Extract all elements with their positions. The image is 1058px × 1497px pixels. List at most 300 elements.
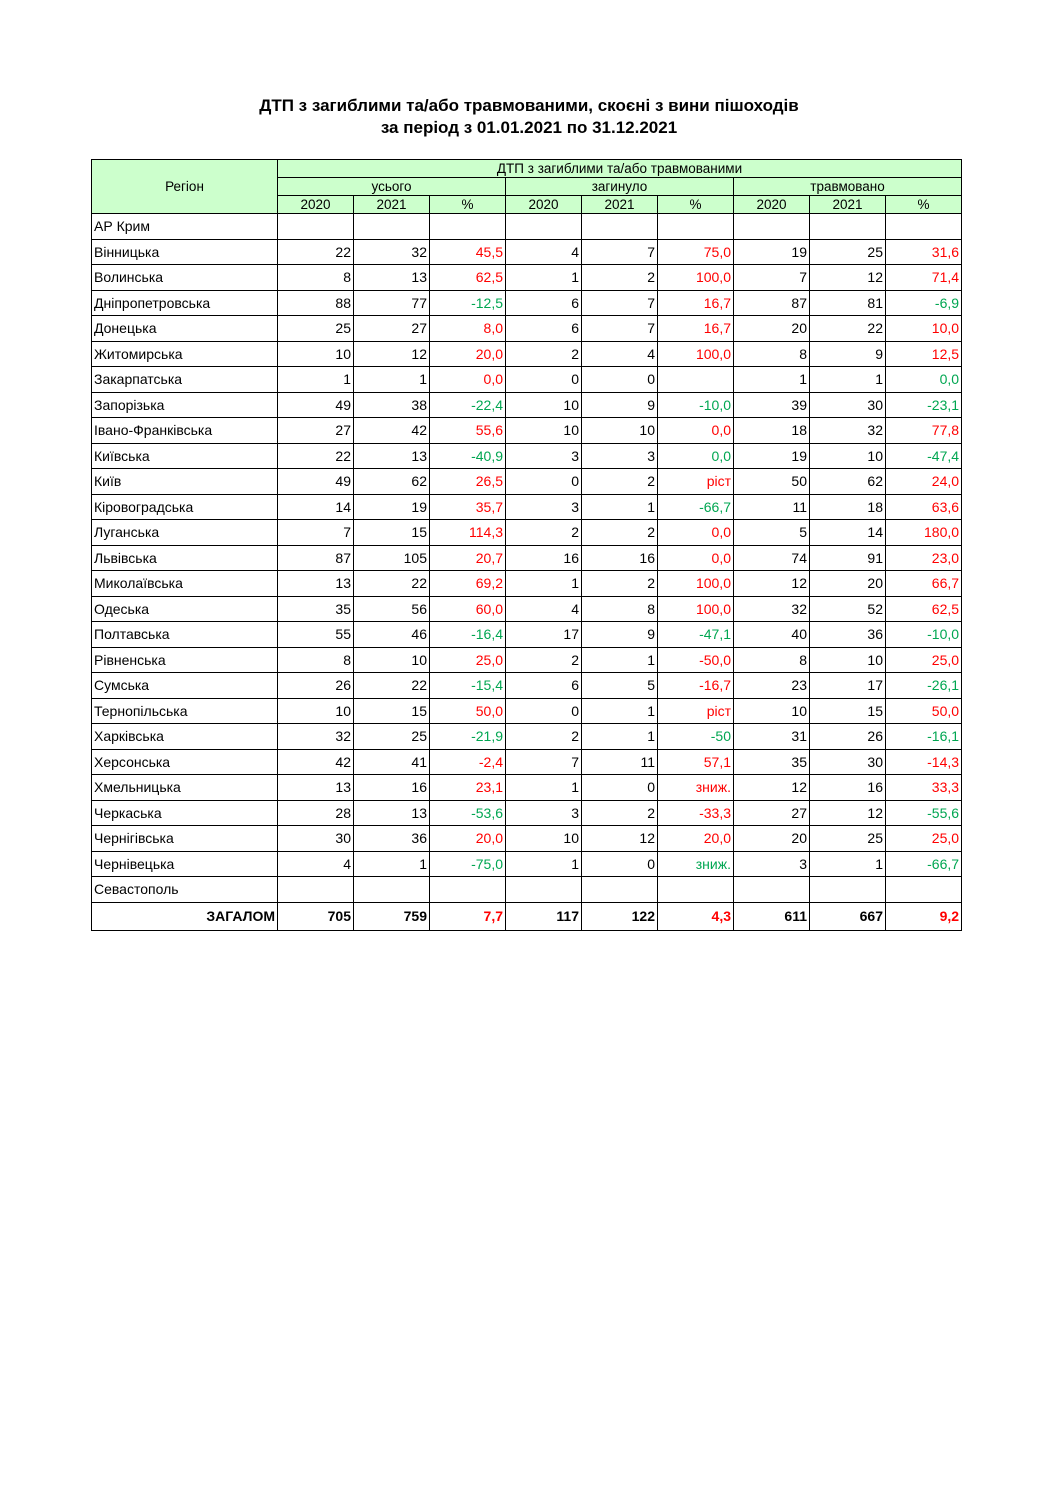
killed-2021-cell — [582, 214, 658, 240]
injured-2020-cell: 23 — [734, 673, 810, 699]
injured-2020-cell: 19 — [734, 443, 810, 469]
killed-percent-cell: зниж. — [658, 851, 734, 877]
injured-2020-cell: 39 — [734, 392, 810, 418]
killed-percent-cell: -16,7 — [658, 673, 734, 699]
region-cell: АР Крим — [92, 214, 278, 240]
total-2021-cell: 46 — [354, 622, 430, 648]
table-row — [92, 367, 962, 393]
table-row — [92, 800, 962, 826]
region-cell: Миколаївська — [92, 571, 278, 597]
injured-2021-cell: 10 — [810, 443, 886, 469]
total-2020-cell: 4 — [278, 851, 354, 877]
killed-percent-cell: ріст — [658, 698, 734, 724]
injured-percent-cell — [886, 877, 962, 903]
col-header-percent: % — [658, 196, 734, 214]
total-percent-cell: -15,4 — [430, 673, 506, 699]
killed-percent-cell: 100,0 — [658, 596, 734, 622]
total-2020-cell: 32 — [278, 724, 354, 750]
total-2020-cell: 14 — [278, 494, 354, 520]
col-header-percent: % — [430, 196, 506, 214]
total-2020-cell — [278, 877, 354, 903]
region-cell: Івано-Франківська — [92, 418, 278, 444]
killed-percent-cell: 20,0 — [658, 826, 734, 852]
killed-percent-cell: -66,7 — [658, 494, 734, 520]
region-cell: Кіровоградська — [92, 494, 278, 520]
injured-2020-cell: 12 — [734, 571, 810, 597]
region-cell: Львівська — [92, 545, 278, 571]
total-2021-cell: 1 — [354, 367, 430, 393]
injured-percent-cell: 180,0 — [886, 520, 962, 546]
total-2020-cell: 25 — [278, 316, 354, 342]
killed-2021-cell: 2 — [582, 520, 658, 546]
table-row — [92, 341, 962, 367]
injured-2021-cell: 14 — [810, 520, 886, 546]
total-percent-cell: -53,6 — [430, 800, 506, 826]
total-2020-cell: 8 — [278, 647, 354, 673]
killed-percent-cell: 100,0 — [658, 265, 734, 291]
injured-2021-cell: 62 — [810, 469, 886, 495]
injured-percent-cell: 33,3 — [886, 775, 962, 801]
total-2020-cell: 88 — [278, 290, 354, 316]
table-row — [92, 647, 962, 673]
total-2021-cell: 56 — [354, 596, 430, 622]
col-header-percent: % — [886, 196, 962, 214]
table-row — [92, 877, 962, 903]
killed-2020-cell: 17 — [506, 622, 582, 648]
killed-percent-cell: 57,1 — [658, 749, 734, 775]
killed-percent-cell: 0,0 — [658, 418, 734, 444]
total-percent-cell: 45,5 — [430, 239, 506, 265]
statistics-table — [91, 159, 962, 931]
section-header-total: усього — [278, 178, 506, 196]
region-cell: Севастополь — [92, 877, 278, 903]
killed-2021-cell: 5 — [582, 673, 658, 699]
total-2020-cell: 7 — [278, 520, 354, 546]
total-2021-cell: 13 — [354, 443, 430, 469]
total-2021-cell: 13 — [354, 800, 430, 826]
injured-percent-cell: 62,5 — [886, 596, 962, 622]
table-row — [92, 749, 962, 775]
killed-percent-cell: -50,0 — [658, 647, 734, 673]
region-cell: Сумська — [92, 673, 278, 699]
injured-percent-cell: 31,6 — [886, 239, 962, 265]
total-2020-cell: 10 — [278, 698, 354, 724]
total-2021-cell: 22 — [354, 673, 430, 699]
region-cell: Київська — [92, 443, 278, 469]
injured-percent-cell: 66,7 — [886, 571, 962, 597]
injured-2021-cell: 16 — [810, 775, 886, 801]
injured-percent-cell: -66,7 — [886, 851, 962, 877]
total-percent-cell: -40,9 — [430, 443, 506, 469]
region-cell: Черкаська — [92, 800, 278, 826]
killed-2021-cell: 2 — [582, 265, 658, 291]
injured-2021-cell: 30 — [810, 749, 886, 775]
injured-2020-cell: 3 — [734, 851, 810, 877]
injured-2020-cell: 1 — [734, 367, 810, 393]
injured-2020-cell: 27 — [734, 800, 810, 826]
killed-2020-cell: 117 — [506, 902, 582, 930]
table-row — [92, 392, 962, 418]
total-2021-cell — [354, 214, 430, 240]
table-row — [92, 596, 962, 622]
total-2021-cell: 27 — [354, 316, 430, 342]
col-header-2021: 2021 — [582, 196, 658, 214]
injured-percent-cell: 10,0 — [886, 316, 962, 342]
injured-percent-cell: 25,0 — [886, 647, 962, 673]
injured-2021-cell: 20 — [810, 571, 886, 597]
killed-2021-cell: 0 — [582, 367, 658, 393]
total-2020-cell: 22 — [278, 239, 354, 265]
total-2021-cell: 759 — [354, 902, 430, 930]
killed-2020-cell: 3 — [506, 494, 582, 520]
injured-2021-cell: 30 — [810, 392, 886, 418]
injured-2020-cell: 74 — [734, 545, 810, 571]
total-2020-cell — [278, 214, 354, 240]
table-row — [92, 214, 962, 240]
killed-percent-cell: 75,0 — [658, 239, 734, 265]
killed-percent-cell: ріст — [658, 469, 734, 495]
total-2020-cell: 55 — [278, 622, 354, 648]
total-2020-cell: 705 — [278, 902, 354, 930]
total-2020-cell: 10 — [278, 341, 354, 367]
table-row — [92, 851, 962, 877]
injured-2021-cell: 36 — [810, 622, 886, 648]
table-row — [92, 290, 962, 316]
total-2021-cell: 15 — [354, 698, 430, 724]
injured-2020-cell: 611 — [734, 902, 810, 930]
killed-2020-cell: 10 — [506, 418, 582, 444]
table-body — [92, 214, 962, 931]
killed-2020-cell: 3 — [506, 443, 582, 469]
killed-2021-cell — [582, 877, 658, 903]
injured-percent-cell: 77,8 — [886, 418, 962, 444]
total-percent-cell: 8,0 — [430, 316, 506, 342]
total-percent-cell: 7,7 — [430, 902, 506, 930]
region-cell: Чернігівська — [92, 826, 278, 852]
killed-2021-cell: 11 — [582, 749, 658, 775]
injured-2020-cell: 5 — [734, 520, 810, 546]
injured-2020-cell: 19 — [734, 239, 810, 265]
injured-2021-cell: 12 — [810, 265, 886, 291]
killed-2020-cell: 1 — [506, 265, 582, 291]
col-header-2021: 2021 — [810, 196, 886, 214]
region-cell: Харківська — [92, 724, 278, 750]
killed-2020-cell — [506, 214, 582, 240]
injured-percent-cell: -6,9 — [886, 290, 962, 316]
total-percent-cell: -75,0 — [430, 851, 506, 877]
total-percent-cell: 20,0 — [430, 826, 506, 852]
killed-2020-cell: 16 — [506, 545, 582, 571]
col-header-2020: 2020 — [734, 196, 810, 214]
injured-2020-cell: 10 — [734, 698, 810, 724]
killed-2020-cell: 2 — [506, 341, 582, 367]
total-2020-cell: 42 — [278, 749, 354, 775]
injured-2020-cell: 40 — [734, 622, 810, 648]
total-2021-cell: 25 — [354, 724, 430, 750]
region-cell: Волинська — [92, 265, 278, 291]
killed-percent-cell — [658, 877, 734, 903]
table-row — [92, 698, 962, 724]
killed-2020-cell: 7 — [506, 749, 582, 775]
killed-2020-cell — [506, 877, 582, 903]
injured-percent-cell: -16,1 — [886, 724, 962, 750]
killed-2021-cell: 4 — [582, 341, 658, 367]
killed-2020-cell: 1 — [506, 851, 582, 877]
injured-percent-cell: -14,3 — [886, 749, 962, 775]
injured-2020-cell: 20 — [734, 826, 810, 852]
injured-percent-cell: 50,0 — [886, 698, 962, 724]
killed-2020-cell: 6 — [506, 673, 582, 699]
total-2020-cell: 30 — [278, 826, 354, 852]
total-2021-cell: 32 — [354, 239, 430, 265]
killed-2020-cell: 2 — [506, 520, 582, 546]
injured-percent-cell: 0,0 — [886, 367, 962, 393]
killed-2020-cell: 6 — [506, 290, 582, 316]
killed-percent-cell: 100,0 — [658, 571, 734, 597]
total-percent-cell: -12,5 — [430, 290, 506, 316]
killed-percent-cell — [658, 214, 734, 240]
injured-2021-cell: 26 — [810, 724, 886, 750]
table-header — [92, 160, 962, 214]
report-title-line-1: ДТП з загиблими та/або травмованими, скоєні з вини пішоходів — [259, 96, 799, 115]
killed-2021-cell: 7 — [582, 316, 658, 342]
injured-2020-cell: 31 — [734, 724, 810, 750]
injured-percent-cell — [886, 214, 962, 240]
killed-percent-cell: 4,3 — [658, 902, 734, 930]
region-cell: Херсонська — [92, 749, 278, 775]
total-2021-cell: 12 — [354, 341, 430, 367]
injured-2021-cell: 17 — [810, 673, 886, 699]
killed-2021-cell: 2 — [582, 800, 658, 826]
total-percent-cell: 0,0 — [430, 367, 506, 393]
total-percent-cell: 69,2 — [430, 571, 506, 597]
injured-2021-cell: 12 — [810, 800, 886, 826]
region-cell: Полтавська — [92, 622, 278, 648]
section-header-killed: загинуло — [506, 178, 734, 196]
injured-2021-cell: 52 — [810, 596, 886, 622]
table-row — [92, 418, 962, 444]
region-cell: Київ — [92, 469, 278, 495]
region-cell: Закарпатська — [92, 367, 278, 393]
total-2021-cell: 62 — [354, 469, 430, 495]
injured-2021-cell: 25 — [810, 239, 886, 265]
killed-2021-cell: 9 — [582, 622, 658, 648]
killed-2020-cell: 10 — [506, 392, 582, 418]
total-2021-cell: 10 — [354, 647, 430, 673]
killed-percent-cell: -50 — [658, 724, 734, 750]
killed-2020-cell: 0 — [506, 469, 582, 495]
total-percent-cell: 35,7 — [430, 494, 506, 520]
total-2021-cell: 105 — [354, 545, 430, 571]
table-row — [92, 494, 962, 520]
total-2020-cell: 27 — [278, 418, 354, 444]
region-column-header: Регіон — [92, 160, 278, 214]
total-percent-cell: 23,1 — [430, 775, 506, 801]
injured-2020-cell: 50 — [734, 469, 810, 495]
total-2020-cell: 13 — [278, 571, 354, 597]
total-percent-cell: -22,4 — [430, 392, 506, 418]
table-row — [92, 239, 962, 265]
region-cell: Житомирська — [92, 341, 278, 367]
table-row — [92, 545, 962, 571]
injured-2021-cell: 32 — [810, 418, 886, 444]
total-percent-cell: 55,6 — [430, 418, 506, 444]
total-2021-cell: 19 — [354, 494, 430, 520]
col-header-2020: 2020 — [506, 196, 582, 214]
injured-2021-cell: 25 — [810, 826, 886, 852]
killed-percent-cell: 0,0 — [658, 545, 734, 571]
total-2020-cell: 13 — [278, 775, 354, 801]
injured-2021-cell: 22 — [810, 316, 886, 342]
killed-2021-cell: 7 — [582, 239, 658, 265]
injured-2020-cell: 8 — [734, 341, 810, 367]
report-title-line-2: за період з 01.01.2021 по 31.12.2021 — [380, 118, 678, 137]
injured-2021-cell: 18 — [810, 494, 886, 520]
region-cell: Дніпропетровська — [92, 290, 278, 316]
injured-2020-cell: 87 — [734, 290, 810, 316]
killed-2020-cell: 3 — [506, 800, 582, 826]
killed-percent-cell: 16,7 — [658, 316, 734, 342]
injured-percent-cell: -10,0 — [886, 622, 962, 648]
killed-2020-cell: 6 — [506, 316, 582, 342]
killed-2020-cell: 1 — [506, 571, 582, 597]
table-row — [92, 622, 962, 648]
killed-2021-cell: 122 — [582, 902, 658, 930]
total-percent-cell: 26,5 — [430, 469, 506, 495]
injured-2021-cell: 10 — [810, 647, 886, 673]
killed-percent-cell: -33,3 — [658, 800, 734, 826]
injured-2020-cell — [734, 877, 810, 903]
total-percent-cell: 20,7 — [430, 545, 506, 571]
region-cell: Чернівецька — [92, 851, 278, 877]
total-2021-cell: 36 — [354, 826, 430, 852]
total-2020-cell: 49 — [278, 392, 354, 418]
table-row — [92, 443, 962, 469]
total-percent-cell: 114,3 — [430, 520, 506, 546]
injured-percent-cell: 63,6 — [886, 494, 962, 520]
killed-2021-cell: 1 — [582, 494, 658, 520]
injured-2021-cell: 9 — [810, 341, 886, 367]
total-percent-cell: -2,4 — [430, 749, 506, 775]
killed-percent-cell — [658, 367, 734, 393]
injured-2021-cell — [810, 877, 886, 903]
region-cell: Луганська — [92, 520, 278, 546]
injured-2021-cell: 667 — [810, 902, 886, 930]
table-row — [92, 775, 962, 801]
injured-2020-cell: 7 — [734, 265, 810, 291]
killed-percent-cell: 16,7 — [658, 290, 734, 316]
killed-2021-cell: 16 — [582, 545, 658, 571]
total-percent-cell — [430, 214, 506, 240]
col-header-2021: 2021 — [354, 196, 430, 214]
killed-2021-cell: 1 — [582, 724, 658, 750]
total-2021-cell: 42 — [354, 418, 430, 444]
injured-2020-cell: 12 — [734, 775, 810, 801]
total-2020-cell: 35 — [278, 596, 354, 622]
total-2020-cell: 49 — [278, 469, 354, 495]
killed-2021-cell: 9 — [582, 392, 658, 418]
killed-2021-cell: 2 — [582, 571, 658, 597]
total-percent-cell: 62,5 — [430, 265, 506, 291]
injured-2021-cell: 1 — [810, 367, 886, 393]
injured-percent-cell: 12,5 — [886, 341, 962, 367]
killed-2020-cell: 0 — [506, 367, 582, 393]
injured-percent-cell: 24,0 — [886, 469, 962, 495]
injured-2020-cell: 35 — [734, 749, 810, 775]
table-row — [92, 265, 962, 291]
table-row — [92, 673, 962, 699]
table-row — [92, 469, 962, 495]
total-2020-cell: 1 — [278, 367, 354, 393]
total-percent-cell: 50,0 — [430, 698, 506, 724]
killed-2021-cell: 7 — [582, 290, 658, 316]
killed-2020-cell: 2 — [506, 647, 582, 673]
injured-2021-cell: 81 — [810, 290, 886, 316]
killed-2020-cell: 4 — [506, 596, 582, 622]
total-2020-cell: 26 — [278, 673, 354, 699]
injured-2020-cell — [734, 214, 810, 240]
injured-percent-cell: -23,1 — [886, 392, 962, 418]
total-2021-cell: 1 — [354, 851, 430, 877]
killed-percent-cell: -10,0 — [658, 392, 734, 418]
region-cell: ЗАГАЛОМ — [92, 902, 278, 930]
injured-percent-cell: -55,6 — [886, 800, 962, 826]
injured-percent-cell: 9,2 — [886, 902, 962, 930]
killed-2021-cell: 10 — [582, 418, 658, 444]
killed-2021-cell: 3 — [582, 443, 658, 469]
killed-2021-cell: 8 — [582, 596, 658, 622]
total-row — [92, 902, 962, 930]
killed-2020-cell: 10 — [506, 826, 582, 852]
injured-2020-cell: 11 — [734, 494, 810, 520]
injured-2021-cell: 91 — [810, 545, 886, 571]
injured-2020-cell: 8 — [734, 647, 810, 673]
total-2021-cell — [354, 877, 430, 903]
total-percent-cell: -21,9 — [430, 724, 506, 750]
group-column-header: ДТП з загиблими та/або травмованими — [278, 160, 962, 178]
killed-2021-cell: 1 — [582, 647, 658, 673]
killed-2021-cell: 1 — [582, 698, 658, 724]
total-2020-cell: 28 — [278, 800, 354, 826]
table-row — [92, 316, 962, 342]
region-cell: Тернопільська — [92, 698, 278, 724]
report-title — [0, 95, 1058, 139]
total-2021-cell: 16 — [354, 775, 430, 801]
killed-2021-cell: 2 — [582, 469, 658, 495]
injured-percent-cell: 23,0 — [886, 545, 962, 571]
total-2021-cell: 22 — [354, 571, 430, 597]
section-header-injured: травмовано — [734, 178, 962, 196]
killed-2020-cell: 1 — [506, 775, 582, 801]
total-percent-cell: 25,0 — [430, 647, 506, 673]
col-header-2020: 2020 — [278, 196, 354, 214]
total-2021-cell: 41 — [354, 749, 430, 775]
killed-2021-cell: 12 — [582, 826, 658, 852]
total-2020-cell: 22 — [278, 443, 354, 469]
region-cell: Запорізька — [92, 392, 278, 418]
total-2021-cell: 15 — [354, 520, 430, 546]
injured-2021-cell — [810, 214, 886, 240]
injured-2021-cell: 1 — [810, 851, 886, 877]
total-percent-cell: -16,4 — [430, 622, 506, 648]
total-percent-cell: 60,0 — [430, 596, 506, 622]
region-cell: Вінницька — [92, 239, 278, 265]
killed-2020-cell: 0 — [506, 698, 582, 724]
killed-percent-cell: 100,0 — [658, 341, 734, 367]
injured-percent-cell: -26,1 — [886, 673, 962, 699]
killed-2020-cell: 2 — [506, 724, 582, 750]
total-2020-cell: 8 — [278, 265, 354, 291]
